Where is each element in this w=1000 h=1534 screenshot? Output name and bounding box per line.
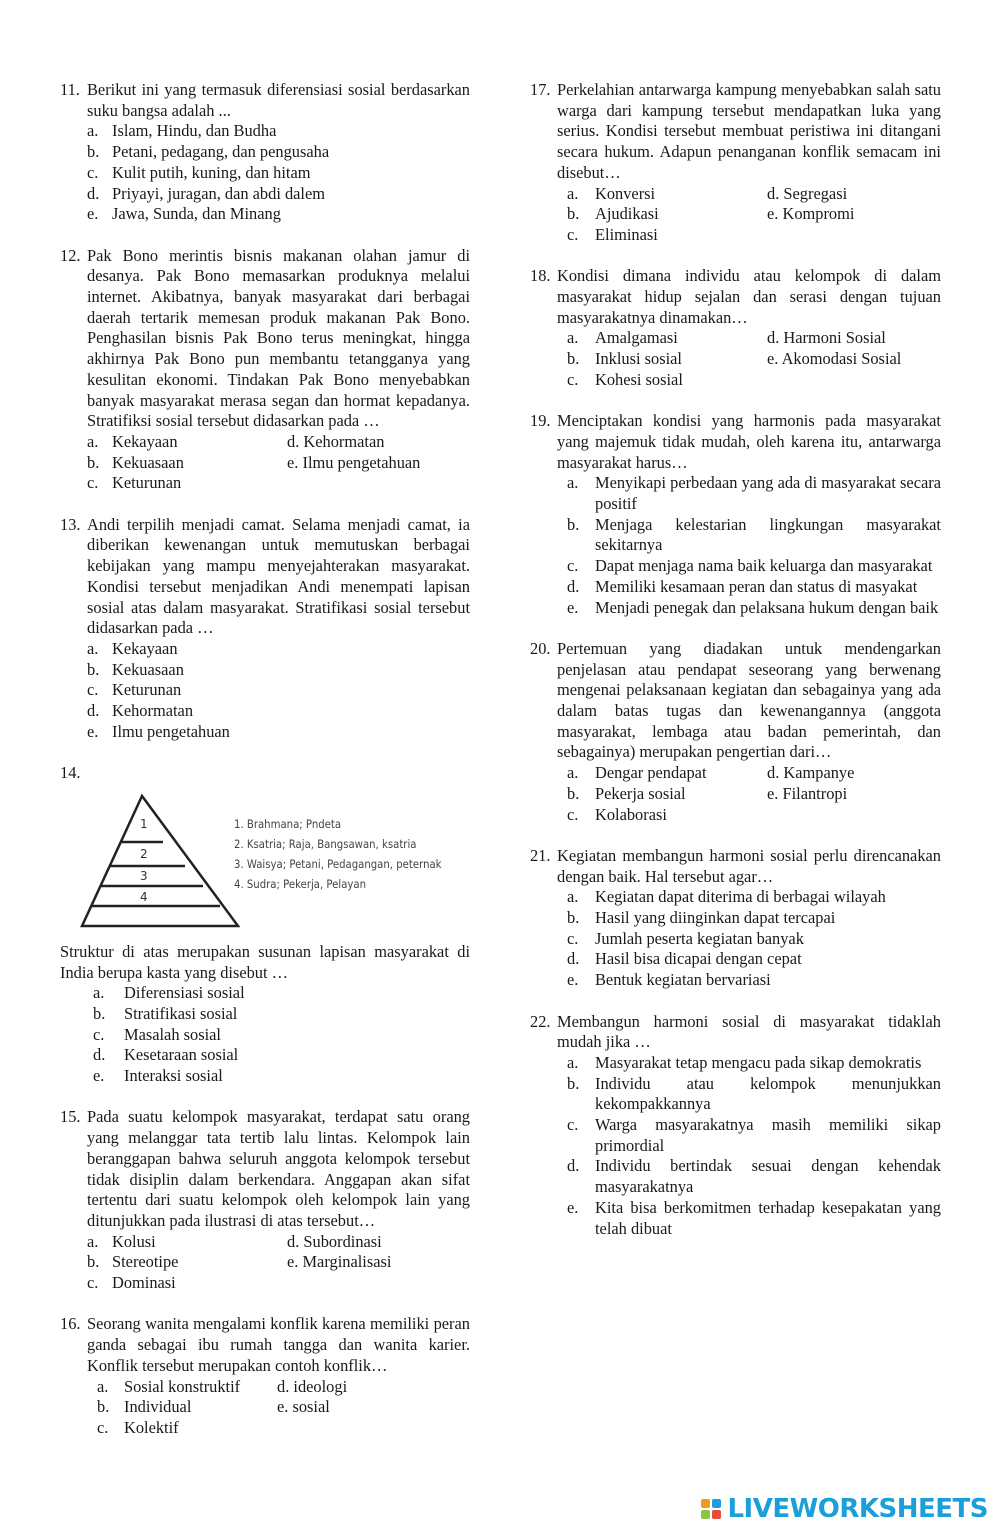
question-text: Membangun harmoni sosial di masyarakat tidaklah mudah jika … [557, 1011, 941, 1052]
option-e[interactable]: e. Marginalisasi [287, 1252, 392, 1272]
option-c[interactable]: c. Warga masyarakatnya masih memiliki sikap primordial [567, 1115, 941, 1155]
option-a[interactable]: a. Amalgamasi [567, 328, 678, 348]
question-number: 15. [60, 1107, 81, 1127]
question-text: Menciptakan kondisi yang harmonis pada masyarakat yang majemuk tidak mudah, oleh karena itu, antarwarga masyarakat harus… [557, 411, 941, 472]
question-number: 21. [530, 845, 551, 865]
question-18 [530, 266, 941, 390]
question-number: 20. [530, 638, 551, 658]
option-e[interactable]: e. Filantropi [767, 783, 848, 803]
pyramid-legend [234, 814, 442, 894]
option-b[interactable]: b. Kekuasaan [87, 659, 184, 679]
question-21 [530, 846, 941, 991]
left-column [60, 80, 470, 1439]
option-c[interactable]: c. Eliminasi [567, 224, 658, 244]
option-c[interactable]: c. Keturunan [87, 680, 182, 700]
option-a[interactable]: a. Kegiatan dapat diterima di berbagai wilayah [567, 887, 886, 907]
question-number: 12. [60, 245, 81, 265]
logo-blocks-icon [701, 1499, 721, 1519]
option-e[interactable]: e. Kompromi [767, 204, 855, 224]
option-c[interactable]: c. Keturunan [87, 473, 182, 493]
question-text: Struktur di atas merupakan susunan lapisan masyarakat di India berupa kasta yang disebut … [60, 941, 470, 982]
question-20 [530, 639, 941, 825]
question-text: Berikut ini yang termasuk diferensiasi sosial berdasarkan suku bangsa adalah ... [87, 80, 470, 120]
option-e[interactable]: e. Jawa, Sunda, dan Minang [87, 204, 281, 224]
right-column [530, 80, 941, 1239]
question-22 [530, 1012, 941, 1240]
option-e[interactable]: e. Bentuk kegiatan bervariasi [567, 970, 771, 990]
option-c[interactable]: c. Kolaborasi [567, 804, 667, 824]
option-e[interactable]: e. Menjadi penegak dan pelaksana hukum dengan baik [567, 597, 939, 617]
option-d[interactable]: d. Priyayi, juragan, dan abdi dalem [87, 183, 326, 203]
option-a[interactable]: a. Islam, Hindu, dan Budha [87, 121, 277, 141]
logo-text: LIVEWORKSHEETS [727, 1494, 988, 1524]
option-c[interactable]: c. Masalah sosial [93, 1024, 221, 1044]
question-number: 22. [530, 1011, 551, 1031]
option-a[interactable]: a. Menyikapi perbedaan yang ada di masyarakat secara positif [567, 473, 941, 514]
option-d[interactable]: d. ideologi [277, 1376, 348, 1396]
option-a[interactable]: a. Dengar pendapat [567, 763, 707, 783]
question-12 [60, 246, 470, 494]
option-d[interactable]: d. Segregasi [767, 183, 848, 203]
question-number: 17. [530, 80, 551, 99]
option-e[interactable]: e. Akomodasi Sosial [767, 349, 902, 369]
pyramid-level-3: 3 [140, 868, 148, 883]
option-c[interactable]: c. Dapat menjaga nama baik keluarga dan masyarakat [567, 556, 933, 576]
option-a[interactable]: a. Kolusi [87, 1231, 156, 1251]
question-number: 14. [60, 763, 81, 783]
option-b[interactable]: b. Menjaga kelestarian lingkungan masyarakat sekitarnya [567, 514, 941, 555]
option-c[interactable]: c. Kohesi sosial [567, 369, 683, 389]
option-e[interactable]: e. sosial [277, 1397, 330, 1417]
option-a[interactable]: a. Kekayaan [87, 638, 178, 658]
option-d[interactable]: d. Memiliki kesamaan peran dan status di masyakat [567, 576, 918, 596]
option-a[interactable]: a. Konversi [567, 183, 656, 203]
question-text: Kegiatan membangun harmoni sosial perlu direncanakan dengan baik. Hal tersebut agar… [557, 845, 941, 886]
option-c[interactable]: c. Jumlah peserta kegiatan banyak [567, 928, 804, 948]
option-a[interactable]: a. Masyarakat tetap mengacu pada sikap demokratis [567, 1052, 922, 1072]
question-number: 11. [60, 80, 80, 99]
option-a[interactable]: a. Diferensiasi sosial [93, 983, 245, 1003]
option-e[interactable]: e. Ilmu pengetahuan [287, 452, 421, 472]
option-e[interactable]: e. Interaksi sosial [93, 1066, 223, 1086]
option-b[interactable]: b. Stratifikasi sosial [93, 1003, 238, 1023]
question-14 [60, 763, 470, 1087]
option-b[interactable]: b. Kekuasaan [87, 452, 184, 472]
option-c[interactable]: c. Kolektif [97, 1417, 179, 1437]
question-19 [530, 411, 941, 618]
question-text: Pertemuan yang diadakan untuk mendengarkan penjelasan atau pendapat seseorang yang berwenang mengenai pelaksanaan kegiatan dan sebagainya yang ada dalam batas tugas dan kewenangannya (anggota masyarakat, lembaga atau badan pemerintah, dan sebagainya) merupakan pengertian dari… [557, 638, 941, 762]
question-number: 18. [530, 266, 551, 286]
option-b[interactable]: b. Ajudikasi [567, 204, 659, 224]
option-d[interactable]: d. Harmoni Sosial [767, 328, 886, 348]
question-number: 19. [530, 411, 551, 431]
pyramid-level-4: 4 [140, 889, 148, 904]
option-b[interactable]: b. Petani, pedagang, dan pengusaha [87, 142, 330, 162]
question-text: Andi terpilih menjadi camat. Selama menjadi camat, ia diberikan kewenangan untuk memutuskan berbagai kebijakan yang mampu menyejahterakan masyarakat. Kondisi tersebut menjadikan Andi menempati lapisan sosial atas dalam masyarakat. Stratifikasi sosial tersebut didasarkan pada … [87, 514, 470, 638]
question-text: Kondisi dimana individu atau kelompok di dalam masyarakat hidup sejalan dan serasi dengan tujuan masyarakatnya dinamakan… [557, 266, 941, 327]
option-c[interactable]: c. Kulit putih, kuning, dan hitam [87, 162, 311, 182]
option-b[interactable]: b. Stereotipe [87, 1252, 179, 1272]
option-d[interactable]: d. Kesetaraan sosial [93, 1045, 239, 1065]
option-b[interactable]: b. Hasil yang diinginkan dapat tercapai [567, 908, 836, 928]
option-d[interactable]: d. Kehormatan [87, 701, 194, 721]
legend-item: 3. Waisya; Petani, Pedagangan, peternak [234, 856, 442, 871]
pyramid-level-2: 2 [140, 846, 148, 861]
question-text: Perkelahian antarwarga kampung menyebabkan salah satu warga dari kampung tersebut mendapatkan luka yang serius. Kondisi tersebut membuat peristiwa ini ditangani secara hukum. Adapun penanganan konflik semacam ini disebut… [557, 80, 941, 182]
pyramid-diagram [80, 792, 240, 932]
question-11 [60, 80, 470, 225]
option-a[interactable]: a. Kekayaan [87, 431, 178, 451]
legend-item: 4. Sudra; Pekerja, Pelayan [234, 876, 367, 891]
question-text: Pada suatu kelompok masyarakat, terdapat satu orang yang melanggar tata tertib lalu lintas. Kelompok lain beranggapan bahwa seluruh anggota kelompok tersebut tidak disiplin dalam berkendara. Anggapan akan sifat tertentu dari suatu kelompok oleh kelompok lain yang ditunjukkan pada ilustrasi di atas tersebut… [87, 1107, 470, 1230]
option-d[interactable]: d. Kampanye [767, 763, 855, 783]
option-d[interactable]: d. Subordinasi [287, 1231, 382, 1251]
question-number: 16. [60, 1314, 81, 1334]
option-d[interactable]: d. Hasil bisa dicapai dengan cepat [567, 949, 802, 969]
option-b[interactable]: b. Individu atau kelompok menunjukkan kekompakkannya [567, 1073, 941, 1114]
question-text: Seorang wanita mengalami konflik karena memiliki peran ganda sebagai ibu rumah tangga dan wanita karier. Konflik tersebut merupakan contoh konflik… [87, 1314, 470, 1375]
option-a[interactable]: a. Sosial konstruktif [97, 1376, 241, 1396]
liveworksheets-logo[interactable] [701, 1494, 988, 1524]
option-b[interactable]: b. Pekerja sosial [567, 783, 686, 803]
question-15 [60, 1107, 470, 1293]
question-16 [60, 1314, 470, 1438]
caste-pyramid-figure [60, 792, 470, 942]
option-d[interactable]: d. Individu bertindak sesuai dengan kehendak masyarakatnya [567, 1156, 941, 1197]
pyramid-level-1: 1 [140, 816, 148, 831]
legend-item: 2. Ksatria; Raja, Bangsawan, ksatria [234, 836, 417, 851]
question-number: 13. [60, 514, 81, 534]
option-c[interactable]: c. Dominasi [87, 1273, 176, 1293]
option-b[interactable]: b. Individual [97, 1397, 192, 1417]
option-e[interactable]: e. Ilmu pengetahuan [87, 721, 230, 741]
question-13 [60, 515, 470, 743]
option-e[interactable]: e. Kita bisa berkomitmen terhadap kesepakatan yang telah dibuat [567, 1197, 941, 1238]
option-b[interactable]: b. Inklusi sosial [567, 349, 682, 369]
question-text: Pak Bono merintis bisnis makanan olahan jamur di desanya. Pak Bono memasarkan produknya melalui internet. Akibatnya, banyak masyarakat dari berbagai daerah tertarik memesan produk makanan Pak Bono. Penghasilan bisnis Pak Bono terus meningkat, hingga akhirnya Pak Bono pun membantu tetangganya yang kesulitan ekonomi. Tindakan Pak Bono menyebabkan banyak masyarakat merasa segan dan hormat kepadanya. Stratifiksi sosial tersebut didasarkan pada … [87, 245, 470, 431]
question-17 [530, 80, 941, 246]
legend-item: 1. Brahmana; Pndeta [234, 816, 342, 831]
option-d[interactable]: d. Kehormatan [287, 431, 385, 451]
